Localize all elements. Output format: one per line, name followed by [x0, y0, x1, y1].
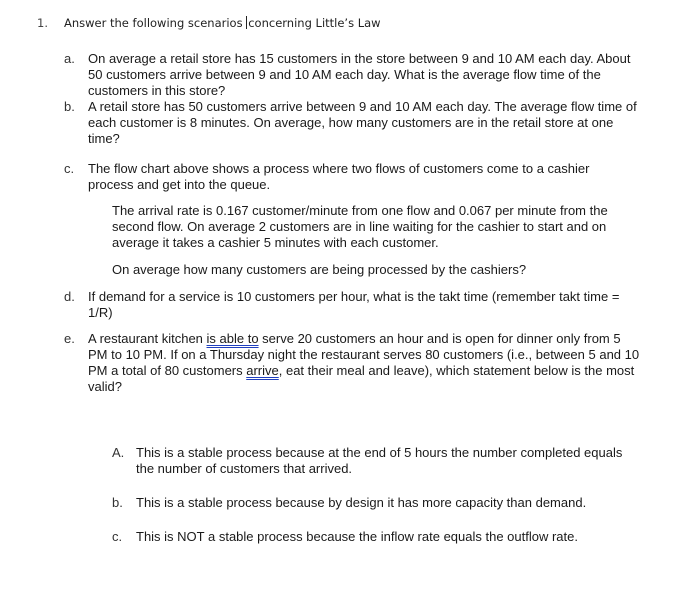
- option-c-text: This is NOT a stable process because the inflow rate equals the outflow rate.: [136, 529, 578, 544]
- scenario-b: [64, 99, 644, 147]
- scenario-d-text: If demand for a service is 10 customers per hour, what is the takt time (remember takt time = 1/R): [88, 289, 620, 320]
- option-b: [112, 495, 642, 511]
- scenario-c-letter: c.: [64, 161, 75, 176]
- scenario-a-letter: a.: [64, 51, 75, 66]
- scenario-e-text: [88, 331, 640, 395]
- scenario-e-text-part2: serve 20 customers an hour and is open for dinner only from 5 PM to 10 PM. If on a Thursday night the restaurant serves 80 customers (i.e., between 5 and 10 PM a total of 80 customers: [88, 331, 640, 378]
- scenario-c-question: On average how many customers are being processed by the cashiers?: [112, 262, 527, 277]
- scenario-e: [64, 331, 644, 395]
- scenario-d-letter: d.: [64, 289, 75, 304]
- grammar-marked-word: arrive: [246, 363, 279, 378]
- scenario-e-text-part1: A restaurant kitchen: [88, 331, 207, 346]
- option-b-text: This is a stable process because by design it has more capacity than demand.: [136, 495, 587, 510]
- scenario-e-letter: e.: [64, 331, 75, 346]
- option-c: [112, 529, 642, 545]
- question-title-part1: Answer the following scenarios: [64, 16, 247, 30]
- option-c-letter: c.: [112, 529, 123, 544]
- scenario-a-text: On average a retail store has 15 customers in the store between 9 and 10 AM each day. About 50 customers arrive between 9 and 10 AM each day. What is the average flow time of the customers in this store?: [88, 51, 631, 98]
- option-a-text: This is a stable process because at the end of 5 hours the number completed equals the number of customers that arrived.: [136, 445, 623, 476]
- scenario-c-text: The flow chart above shows a process where two flows of customers come to a cashier process and get into the queue.: [88, 161, 590, 192]
- scenario-e-text-part3: , eat their meal and leave), which statement below is the most valid?: [88, 363, 635, 394]
- scenario-b-text: A retail store has 50 customers arrive between 9 and 10 AM each day. The average flow time of each customer is 8 minutes. On average, how many customers are in the retail store at one time?: [88, 99, 637, 146]
- option-a: [112, 445, 642, 477]
- grammar-marked-phrase: is able to: [206, 331, 259, 346]
- scenario-c: [64, 161, 644, 193]
- scenario-d: [64, 289, 644, 321]
- option-b-letter: b.: [112, 495, 123, 510]
- question-title: [64, 15, 381, 31]
- question-number: 1.: [37, 16, 48, 30]
- scenario-a: [64, 51, 644, 99]
- scenario-b-letter: b.: [64, 99, 75, 114]
- option-a-letter: A.: [112, 445, 125, 460]
- question-title-part2: concerning Little’s Law: [248, 16, 381, 30]
- scenario-c-detail: The arrival rate is 0.167 customer/minute from one flow and 0.067 per minute from the second flow. On average 2 customers are in line waiting for the cashier to start and on average it takes a cashier 5 minutes with each customer.: [112, 203, 608, 250]
